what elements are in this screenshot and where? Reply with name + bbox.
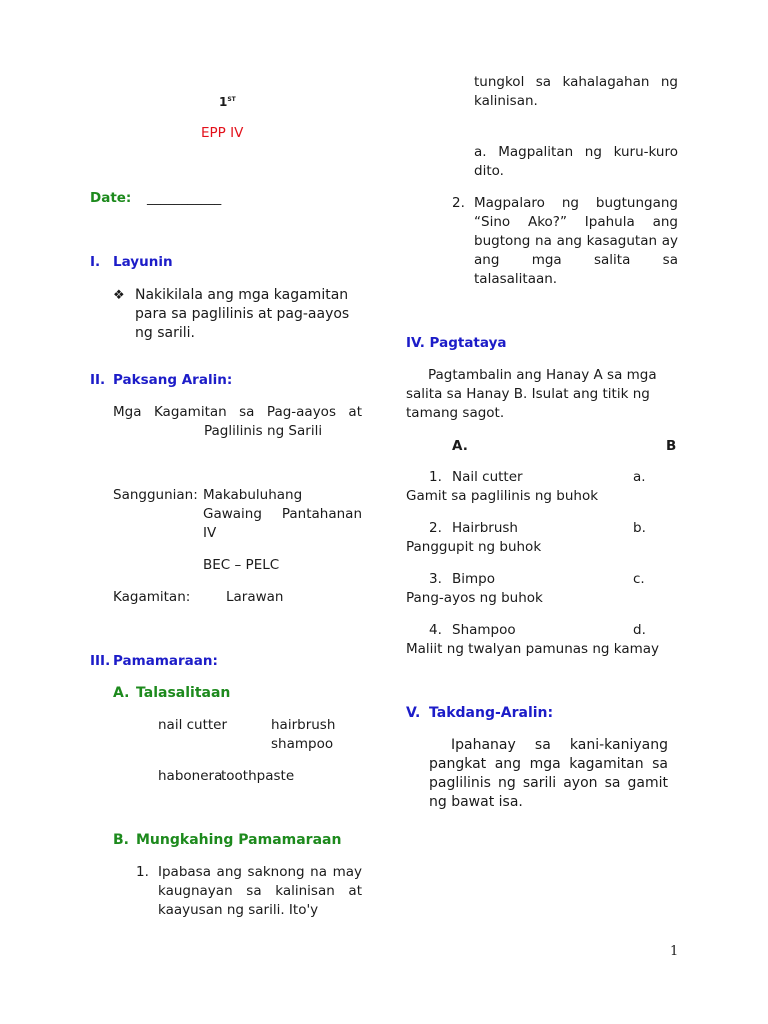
evaluation-instruction: Pagtambalin ang Hanay A sa mga salita sa Hanay B. Isulat ang titik ng tamang sagot.: [406, 367, 657, 421]
vocab-word: nail cutter: [158, 717, 228, 733]
date-label: Date:: [90, 190, 132, 206]
step2-number: 2.: [452, 195, 465, 211]
item-letter: d.: [633, 622, 646, 638]
header-ordinal: 1ST: [219, 95, 236, 109]
subsection-a-title: Talasalitaan: [136, 685, 231, 701]
item-number: 1.: [429, 469, 442, 485]
reference-line2: Gawaing Pantahanan: [203, 506, 362, 522]
item-column-b: Pang-ayos ng buhok: [406, 590, 543, 606]
subject-title: EPP IV: [201, 125, 244, 141]
item-letter: a.: [633, 469, 646, 485]
topic-line1: Mga Kagamitan sa Pag-aayos at: [113, 404, 362, 420]
vocab-word: toothpaste: [221, 768, 295, 784]
date-blank: ___________: [147, 190, 222, 206]
vocab-word: shampoo: [271, 736, 334, 752]
reference-line3: IV: [203, 525, 217, 541]
reference-extra: BEC – PELC: [203, 557, 280, 573]
vocab-word: habonera: [158, 768, 223, 784]
section5-num: V.: [406, 705, 421, 721]
item-column-a: Shampoo: [452, 622, 516, 638]
item-column-b: Gamit sa paglilinis ng buhok: [406, 488, 599, 504]
subsection-b-letter: B.: [113, 832, 129, 848]
section1-title: Layunin: [113, 254, 173, 270]
step1-text-continued: tungkol sa kahalagahan ng kalinisan.: [474, 74, 678, 109]
step1-number: 1.: [136, 864, 149, 880]
homework-text: Ipahanay sa kani-kaniyang pangkat ang mga kagamitan sa paglilinis ng sarili ayon sa gamit ng bawat isa.: [429, 737, 668, 810]
item-letter: c.: [633, 571, 645, 587]
subsection-b-title: Mungkahing Pamamaraan: [136, 832, 342, 848]
column-a-header: A.: [452, 438, 468, 454]
item-number: 3.: [429, 571, 442, 587]
section2-num: II.: [90, 372, 106, 388]
diamond-bullet-icon: ❖: [113, 288, 125, 303]
reference-label: Sanggunian:: [113, 487, 198, 503]
subsection-a-letter: A.: [113, 685, 130, 701]
item-column-b: Maliit ng twalyan pamunas ng kamay: [406, 641, 660, 657]
section3-num: III.: [90, 653, 111, 669]
item-number: 2.: [429, 520, 442, 536]
section5-title: Takdang-Aralin:: [429, 705, 554, 721]
item-letter: b.: [633, 520, 646, 536]
reference-line1: Makabuluhang: [203, 487, 303, 503]
section3-title: Pamamaraan:: [113, 653, 218, 669]
materials-label: Kagamitan:: [113, 589, 191, 605]
section2-title: Paksang Aralin:: [113, 372, 233, 388]
step2-text: Magpalaro ng bugtungang “Sino Ako?” Ipahula ang bugtong na ang kasagutan ay ang mga salita sa talasalitaan.: [474, 195, 678, 287]
topic-line2: Paglilinis ng Sarili: [204, 423, 323, 439]
section1-num: I.: [90, 254, 101, 270]
column-b-header: B: [666, 438, 677, 454]
page-number: 1: [670, 944, 679, 959]
item-column-a: Hairbrush: [452, 520, 518, 536]
objective-text: Nakikilala ang mga kagamitan para sa paglilinis at pag-aayos ng sarili.: [135, 287, 350, 341]
step1-text: Ipabasa ang saknong na may kaugnayan sa kalinisan at kaayusan ng sarili. Ito'y: [158, 864, 362, 918]
section4-title: IV. Pagtataya: [406, 335, 507, 351]
vocab-word: hairbrush: [271, 717, 336, 733]
item-column-b: Panggupit ng buhok: [406, 539, 542, 555]
step1-subitem-a: a. Magpalitan ng kuru-kuro dito.: [474, 144, 678, 179]
materials-value: Larawan: [226, 589, 284, 605]
item-number: 4.: [429, 622, 442, 638]
item-column-a: Nail cutter: [452, 469, 523, 485]
item-column-a: Bimpo: [452, 571, 495, 587]
